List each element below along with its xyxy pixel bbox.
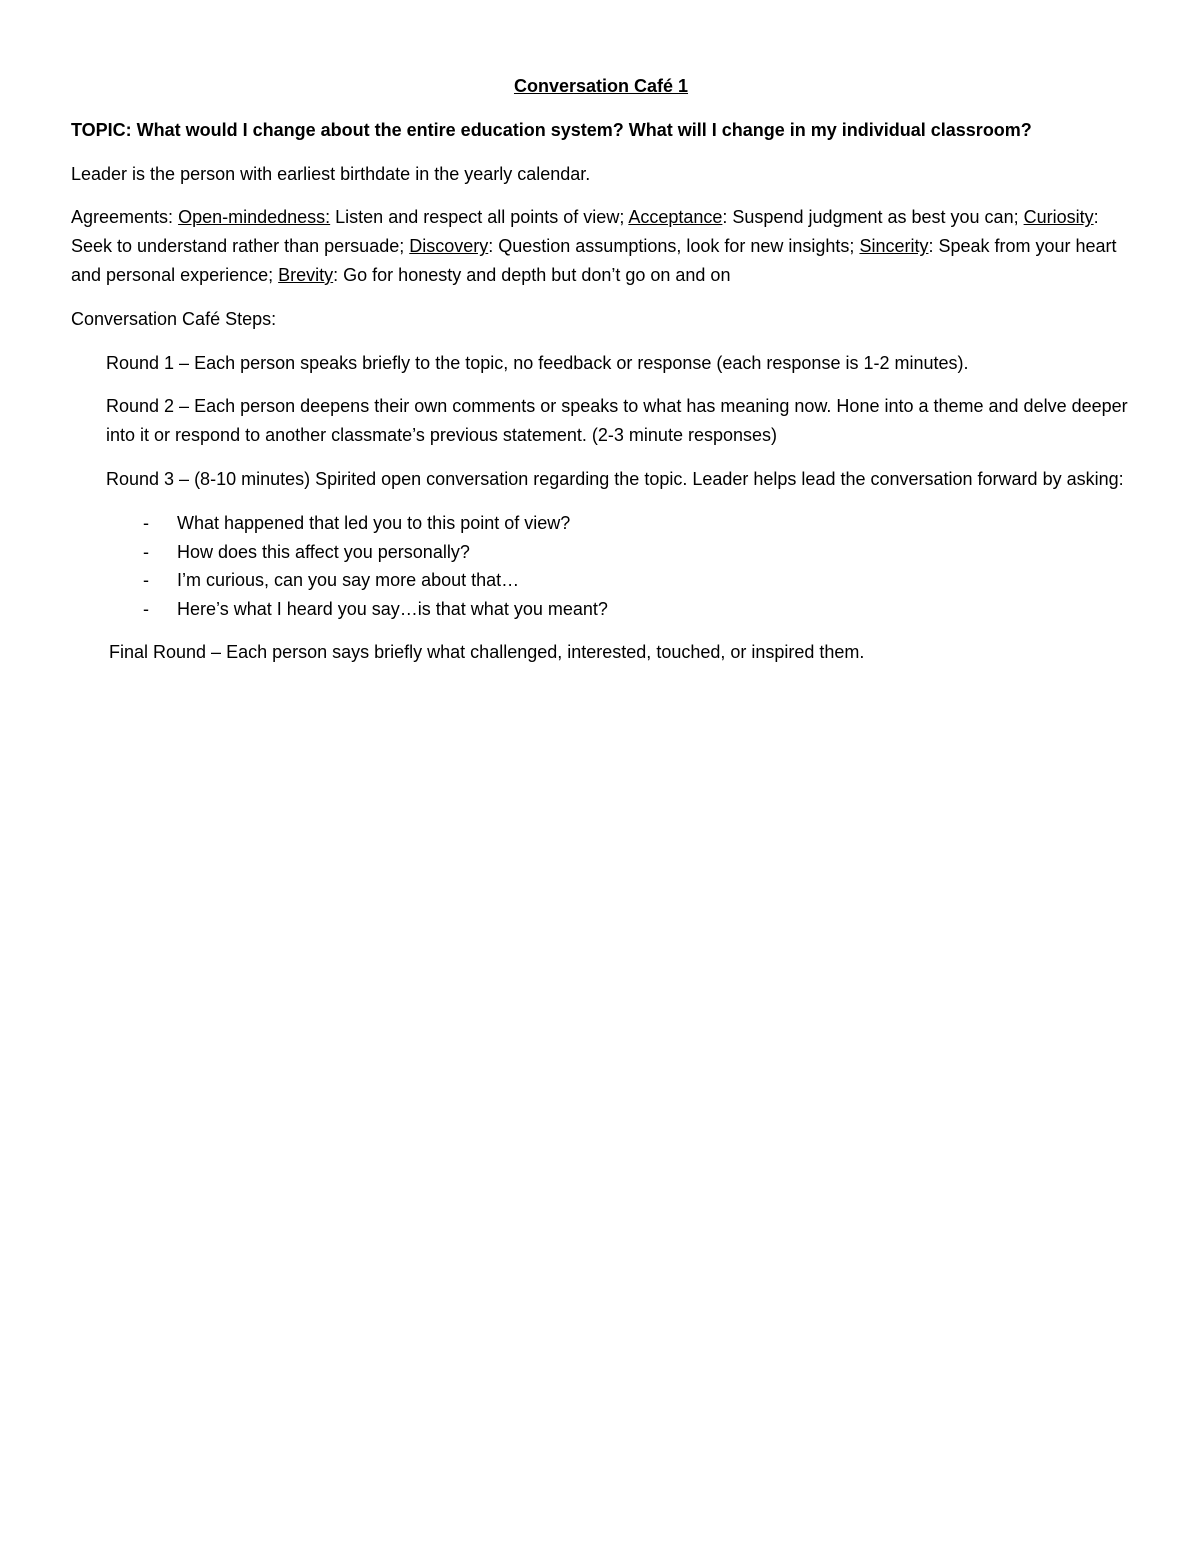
- agreement-term-brevity: Brevity: [278, 264, 334, 285]
- document-body: [71, 72, 1131, 682]
- dash-bullet: -: [143, 541, 149, 562]
- agreement-term-sincerity: Sincerity: [859, 236, 929, 257]
- steps-heading: Conversation Café Steps:: [71, 308, 277, 329]
- final-round: Final Round – Each person says briefly what challenged, interested, touched, or inspired them.: [109, 641, 865, 662]
- agreement-term-curiosity: Curiosity: [1023, 207, 1094, 228]
- list-item: [143, 566, 1131, 595]
- round-1: Round 1 – Each person speaks briefly to the topic, no feedback or response (each response is 1-2 minutes).: [106, 352, 969, 373]
- dash-bullet: -: [143, 599, 149, 620]
- agreements-paragraph: [71, 203, 1131, 289]
- question-text: Here’s what I heard you say…is that what you meant?: [177, 599, 608, 620]
- agreements-label: Agreements:: [71, 207, 179, 228]
- agreement-desc-sincerity: : Speak from your heart and personal experience;: [71, 236, 1117, 285]
- agreement-desc-curiosity: : Seek to understand rather than persuade;: [71, 207, 1099, 257]
- agreement-desc-open-mindedness: Listen and respect all points of view;: [330, 207, 629, 228]
- round-2: Round 2 – Each person deepens their own comments or speaks to what has meaning now. Hone into a theme and delve deeper into it or respond to another classmate’s previous statement. (2-3 minute responses): [106, 396, 1128, 446]
- document-title: Conversation Café 1: [513, 76, 689, 96]
- list-item: [143, 509, 1131, 538]
- question-text: What happened that led you to this point of view?: [177, 512, 571, 533]
- question-text: How does this affect you personally?: [177, 541, 470, 562]
- dash-bullet: -: [143, 570, 149, 591]
- agreement-term-discovery: Discovery: [409, 236, 489, 257]
- list-item: [143, 595, 1131, 624]
- agreement-desc-acceptance: : Suspend judgment as best you can;: [722, 207, 1024, 228]
- agreement-desc-brevity: : Go for honesty and depth but don’t go on and on: [333, 264, 731, 285]
- question-list: [71, 509, 1131, 624]
- agreement-term-acceptance: Acceptance: [628, 207, 723, 228]
- agreement-desc-discovery: : Question assumptions, look for new insights;: [488, 236, 860, 257]
- round-3: Round 3 – (8-10 minutes) Spirited open conversation regarding the topic. Leader helps lead the conversation forward by asking:: [106, 468, 1124, 489]
- agreement-term-open-mindedness: Open-mindedness:: [178, 207, 331, 228]
- leader-line: Leader is the person with earliest birthdate in the yearly calendar.: [71, 163, 591, 184]
- list-item: [143, 538, 1131, 567]
- question-text: I’m curious, can you say more about that…: [177, 570, 520, 591]
- topic-line: TOPIC: What would I change about the entire education system? What will I change in my individual classroom?: [71, 119, 1032, 140]
- dash-bullet: -: [143, 512, 149, 533]
